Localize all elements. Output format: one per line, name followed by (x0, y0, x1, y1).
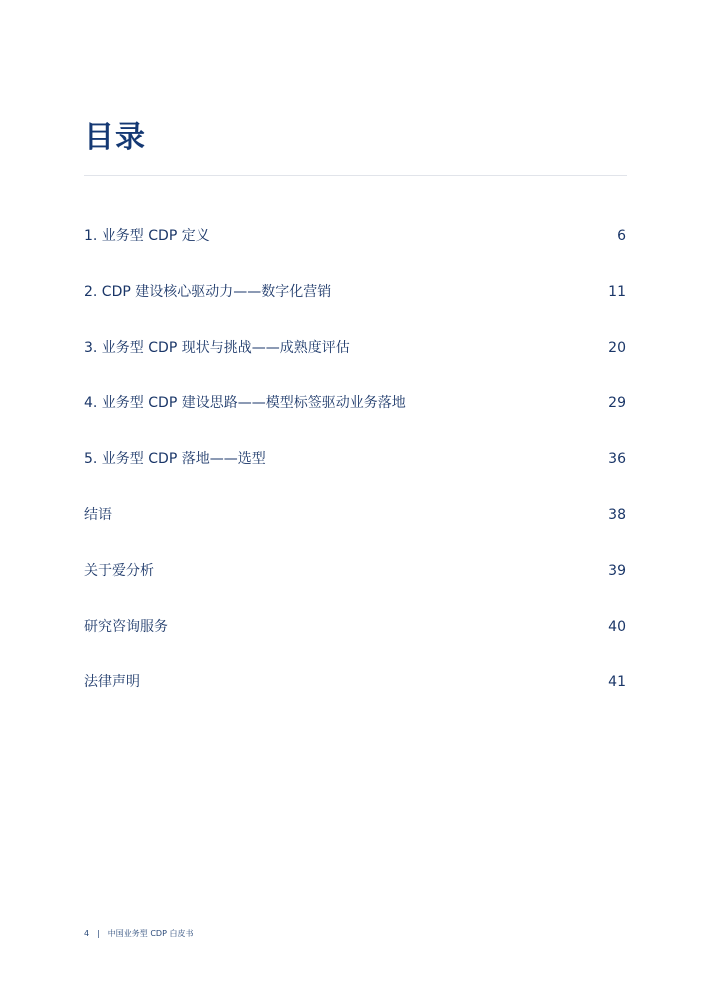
toc-entry-label: 4. 业务型 CDP 建设思路——模型标签驱动业务落地 (84, 395, 406, 412)
toc-entry-label: 结语 (84, 506, 112, 523)
toc-entry-label: 法律声明 (84, 674, 140, 691)
table-of-contents (84, 225, 626, 727)
toc-entry-label: 2. CDP 建设核心驱动力——数字化营销 (84, 283, 332, 300)
page-footer (84, 928, 193, 940)
toc-entry-page: 40 (608, 618, 626, 635)
toc-entry-label: 关于爱分析 (84, 562, 154, 579)
toc-entry-page: 39 (608, 562, 626, 579)
toc-entry-page: 38 (608, 506, 626, 523)
toc-entry-label: 研究咨询服务 (84, 618, 168, 635)
toc-entry-page: 41 (608, 674, 626, 691)
footer-page-number: 4 (84, 929, 90, 938)
toc-entry-page: 11 (608, 283, 626, 300)
toc-entry-page: 6 (617, 228, 626, 244)
toc-entry-about[interactable] (84, 560, 626, 616)
footer-separator: | (97, 929, 100, 938)
toc-entry-label: 5. 业务型 CDP 落地——选型 (84, 451, 266, 468)
toc-entry-2[interactable] (84, 281, 626, 337)
toc-entry-services[interactable] (84, 616, 626, 672)
footer-doc-title: 中国业务型 CDP 白皮书 (107, 929, 194, 938)
toc-entry-page: 36 (608, 451, 626, 468)
title-divider (84, 175, 627, 176)
toc-entry-label: 1. 业务型 CDP 定义 (84, 228, 210, 244)
toc-entry-4[interactable] (84, 392, 626, 448)
toc-entry-page: 20 (608, 339, 626, 356)
toc-entry-5[interactable] (84, 448, 626, 504)
page-title: 目录 (84, 120, 146, 156)
toc-entry-legal[interactable] (84, 671, 626, 727)
toc-entry-conclusion[interactable] (84, 504, 626, 560)
toc-entry-3[interactable] (84, 337, 626, 393)
toc-entry-page: 29 (608, 395, 626, 412)
toc-entry-1[interactable] (84, 225, 626, 281)
toc-entry-label: 3. 业务型 CDP 现状与挑战——成熟度评估 (84, 339, 350, 356)
